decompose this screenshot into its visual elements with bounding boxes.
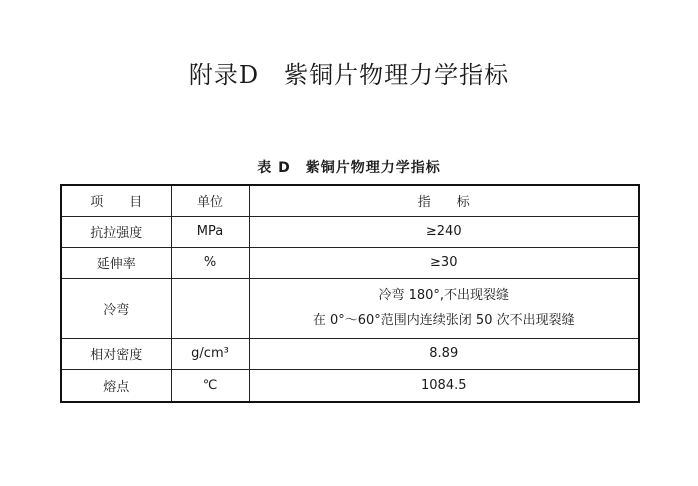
cell-unit: % [171,247,249,278]
table-row [61,278,639,338]
page-title: 附录D 紫铜片物理力学指标 [188,61,510,89]
cell-unit: MPa [171,216,249,247]
cell-item: 相对密度 [61,338,171,369]
cell-value: 1084.5 [249,369,639,402]
cell-unit: ℃ [171,369,249,402]
cell-value: 8.89 [249,338,639,369]
table-row [61,216,639,247]
table-caption: 表 D 紫铜片物理力学指标 [257,160,441,176]
table-row [61,247,639,278]
cell-unit [171,278,249,338]
cell-item: 熔点 [61,369,171,402]
cell-value: ≥240 [249,216,639,247]
cell-item: 延伸率 [61,247,171,278]
spec-table [60,184,640,403]
table-row [61,369,639,402]
cell-value-line: 在 0°～60°范围内连续张闭 50 次不出现裂缝 [312,313,575,328]
cell-item: 抗拉强度 [61,216,171,247]
header-value: 指 标 [249,185,639,216]
header-item: 项 目 [61,185,171,216]
cell-unit: g/cm³ [171,338,249,369]
table-row [61,338,639,369]
table-header-row [61,185,639,216]
cell-value: ≥30 [249,247,639,278]
cell-value-line: 冷弯 180°,不出现裂缝 [378,288,510,303]
cell-item: 冷弯 [61,278,171,338]
cell-value [249,278,639,338]
header-unit: 单位 [171,185,249,216]
